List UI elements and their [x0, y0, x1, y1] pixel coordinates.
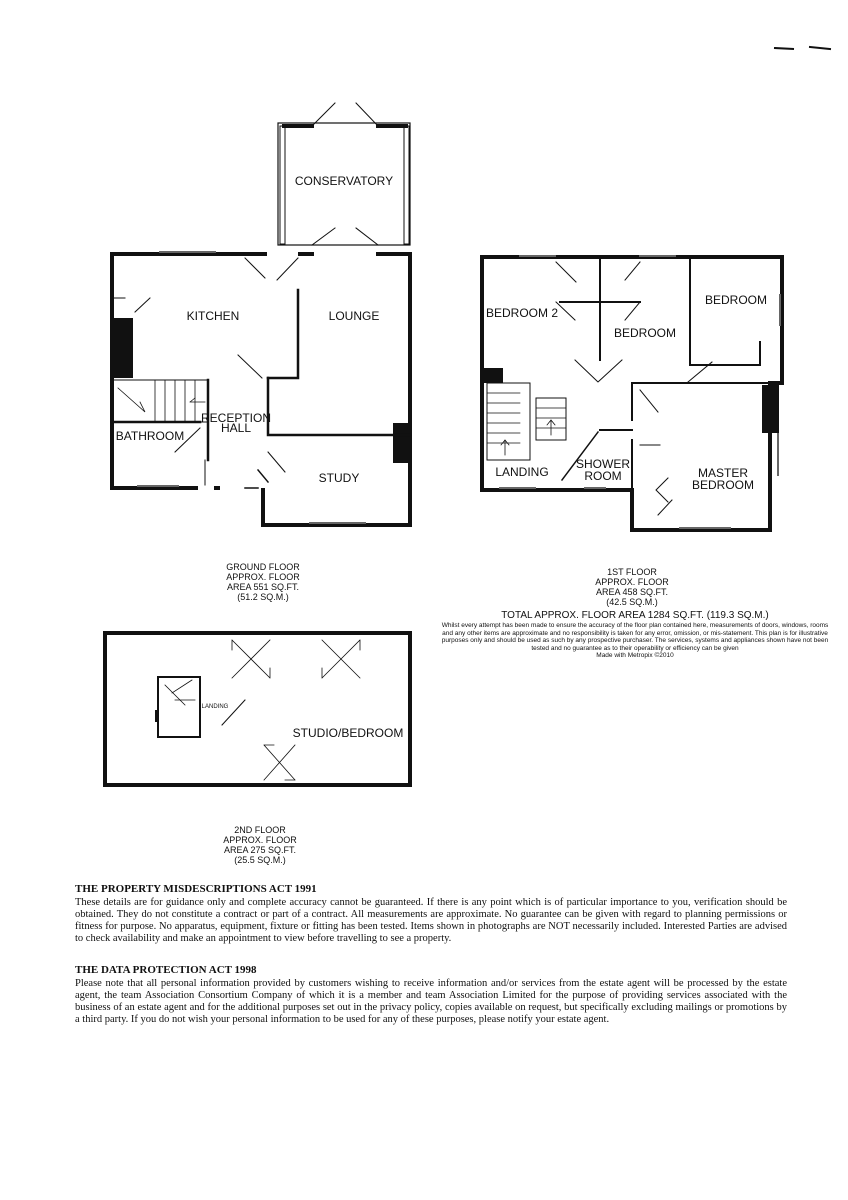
room-reception-line1: RECEPTION — [200, 411, 272, 425]
first-floor-caption — [574, 567, 690, 607]
data-protection-body: Please note that all personal information provided by customers wishing to receive information and/or services from the estate agent will be processed by the estate agent, the team Association Consortium Company of which it is a member and team Association Limited for the purpose of providing services associated with the business of an estate agent and for the additional purposes set out in the privacy policy, copies available on request, but specifically excluding mailings or promotions by a third party. If you do not wish your personal information to be used for any of these purposes, please notify your estate agent. — [75, 978, 787, 1025]
caption-line: GROUND FLOOR — [226, 562, 300, 572]
room-bedroom-right: BEDROOM — [704, 293, 768, 307]
caption-line: AREA 275 SQ.FT. — [223, 845, 297, 855]
misdescriptions-body: These details are for guidance only and complete accuracy cannot be guaranteed. If there is any point which is of particular importance to you, verification should be obtained. They do not constitute a contract or part of a contract. All measurements are approximate. No guarantee can be given with regard to planning permissions or fitness for purpose. No apparatus, equipment, fixture or fitting has been tested. Items shown in photographs are NOT necessarily included. Interested Parties are advised to check availability and make an appointment to view before travelling to see a property. — [75, 897, 787, 944]
disclaimer-text: Whilst every attempt has been made to ensure the accuracy of the floor plan contained here, measurements of doors, windows, rooms and any other items are approximate and no responsibility is taken for any error, omission, or mis-statement. This plan is for illustrative purposes only and should be used as such by any prospective purchaser. The services, systems and appliances shown have not been tested and no guarantee as to their operability or efficiency can be given — [441, 622, 829, 652]
room-bathroom: BATHROOM — [115, 429, 185, 443]
room-study: STUDY — [318, 471, 360, 485]
second-floor-plan — [105, 633, 410, 785]
room-bedroom-2: BEDROOM 2 — [485, 306, 559, 320]
caption-line: (25.5 SQ.M.) — [234, 855, 286, 865]
ground-floor-caption — [205, 562, 321, 602]
room-master-line2: BEDROOM — [691, 478, 755, 492]
data-protection-section — [75, 964, 787, 1026]
caption-line: APPROX. FLOOR — [226, 572, 300, 582]
caption-line: AREA 551 SQ.FT. — [226, 582, 300, 592]
second-floor-caption — [202, 825, 318, 865]
caption-line: (42.5 SQ.M.) — [606, 597, 658, 607]
room-landing: LANDING — [495, 465, 549, 479]
caption-line: AREA 458 SQ.FT. — [595, 587, 669, 597]
caption-line: APPROX. FLOOR — [595, 577, 669, 587]
room-reception-line2: HALL — [220, 421, 252, 435]
data-protection-heading: THE DATA PROTECTION ACT 1998 — [75, 964, 257, 976]
room-second-landing: LANDING — [201, 704, 229, 710]
made-with-credit: Made with Metropix ©2010 — [596, 652, 674, 659]
room-kitchen: KITCHEN — [186, 309, 240, 323]
total-floor-area: TOTAL APPROX. FLOOR AREA 1284 SQ.FT. (119.3 SQ.M.) — [501, 610, 769, 621]
room-lounge: LOUNGE — [328, 309, 380, 323]
caption-line: 1ST FLOOR — [607, 567, 657, 577]
plan-disclaimer — [440, 622, 830, 660]
room-shower-line1: SHOWER — [576, 457, 630, 471]
caption-line: APPROX. FLOOR — [223, 835, 297, 845]
room-bedroom-middle: BEDROOM — [613, 326, 677, 340]
room-shower-line2: ROOM — [584, 469, 622, 483]
room-conservatory: CONSERVATORY — [294, 174, 394, 188]
misdescriptions-section — [75, 883, 787, 945]
room-master-line1: MASTER — [697, 466, 749, 480]
misdescriptions-heading: THE PROPERTY MISDESCRIPTIONS ACT 1991 — [75, 883, 317, 895]
caption-line: (51.2 SQ.M.) — [237, 592, 289, 602]
room-studio-bedroom: STUDIO/BEDROOM — [292, 726, 404, 740]
caption-line: 2ND FLOOR — [234, 825, 286, 835]
